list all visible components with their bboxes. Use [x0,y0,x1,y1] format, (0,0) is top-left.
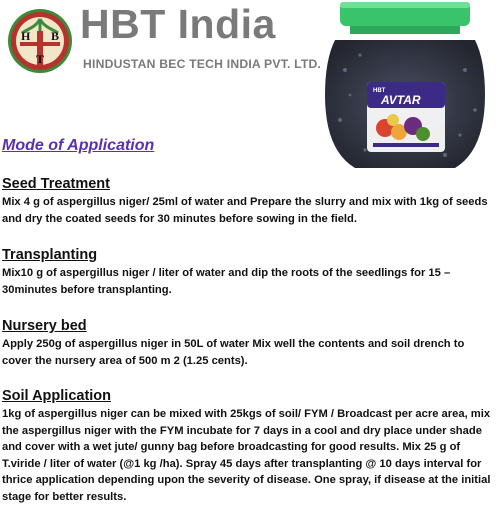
nursery-bed-section [2,318,496,369]
logo-letter-t: T [36,52,45,66]
section-heading: Soil Application [2,388,112,404]
section-body: Mix10 g of aspergillus niger / liter of water and dip the roots of the seedlings for 15 – 30minutes before transplanting. [2,267,451,296]
section-body: Apply 250g of aspergillus niger in 50L of water Mix well the contents and soil drench to cover the nursery area of 500 m 2 (1.25 cents). [2,338,465,367]
section-heading: Transplanting [2,247,98,263]
section-body: Mix 4 g of aspergillus niger/ 25ml of water and Prepare the slurry and mix with 1kg of seeds and dry the coated seeds for 30 minutes before sowing in the field. [2,196,488,225]
product-jar-image [315,0,495,175]
brand-name: HBT India [80,1,276,47]
brand-subtitle: HINDUSTAN BEC TECH INDIA PVT. LTD. [83,57,322,71]
hbt-logo-icon [6,7,74,75]
transplanting-section [2,247,496,298]
seed-treatment-section [2,176,496,227]
section-heading: Seed Treatment [2,176,110,192]
mode-of-application-title: Mode of Application [2,137,155,154]
product-name-label: AVTAR [381,93,421,107]
soil-application-section [2,388,496,505]
section-heading: Nursery bed [2,318,87,334]
logo-letter-b: B [51,29,60,43]
logo-letter-h: H [21,29,31,43]
product-brand-label: HBT [373,88,386,94]
section-body: 1kg of aspergillus niger can be mixed with 25kgs of soil/ FYM / Broadcast per acre area, mix the aspergillus niger with the FYM incubate for 7 days in a cool and dry place under shade and cover with a wet jute/ gunny bag before broadcasting for good results. Mix 25 g of T.viride / liter of water (@1 kg /ha). Spray 45 days after transplanting @ 10 days interval for thrice application depending upon the severity of disease. One spray, if disease at the initial stage for better results. [2,408,491,503]
